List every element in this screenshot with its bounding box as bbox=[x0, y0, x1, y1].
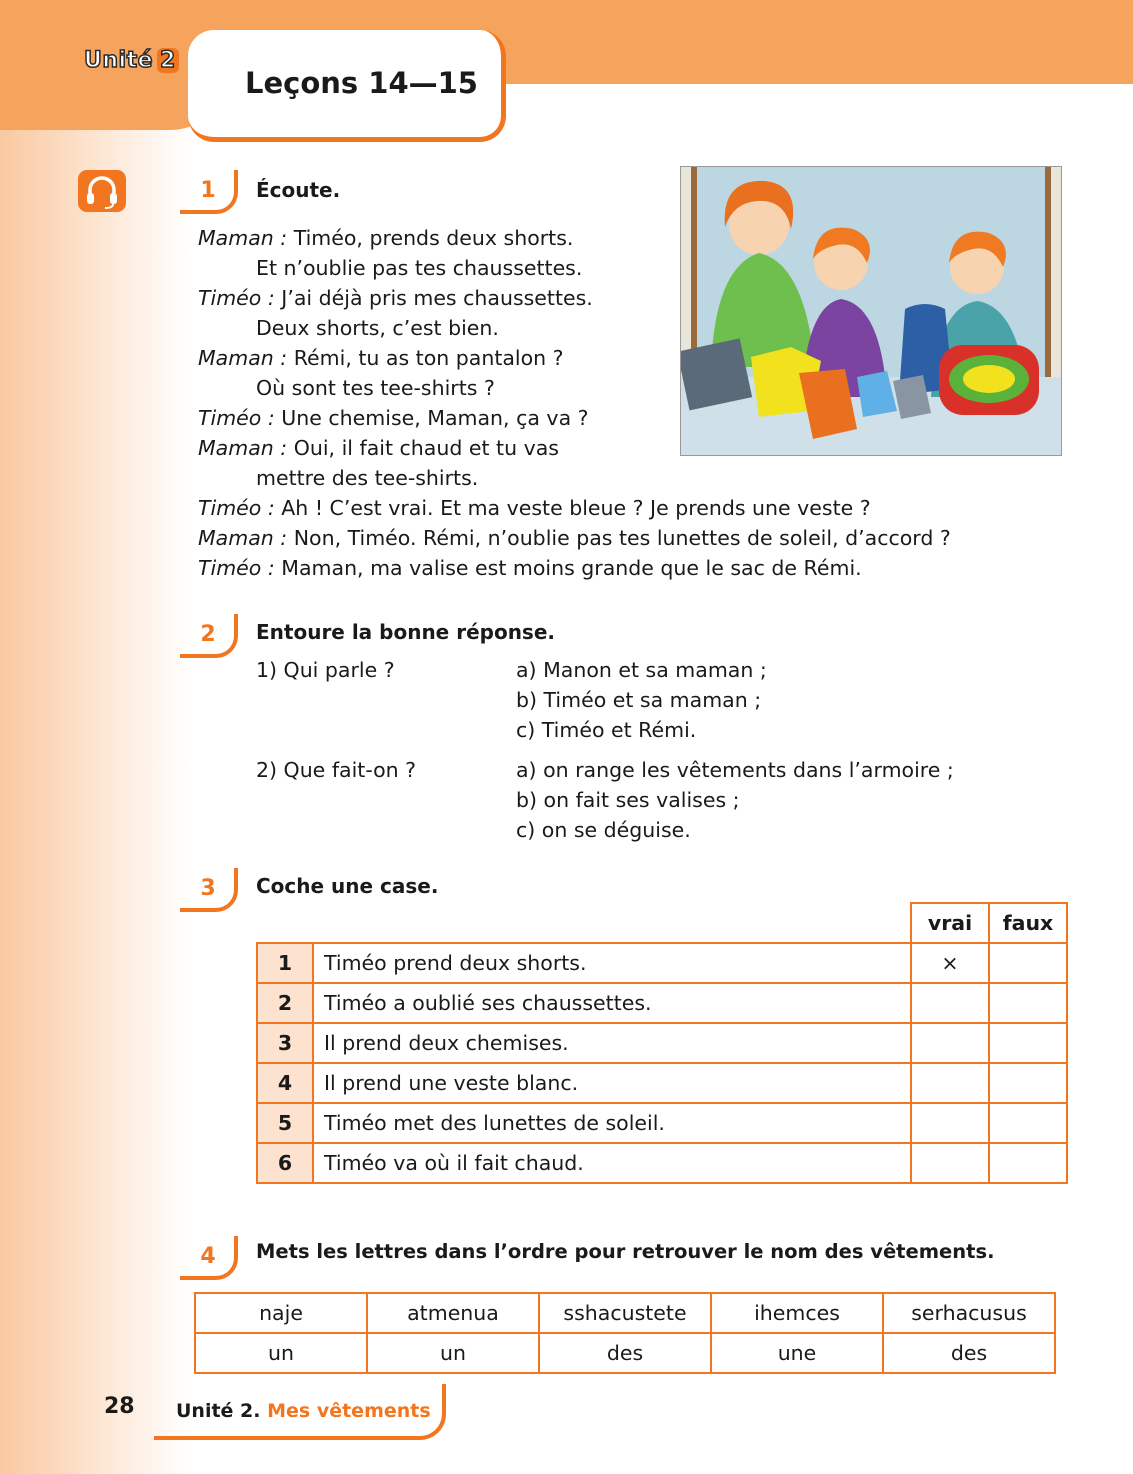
answer-cell[interactable]: des bbox=[883, 1333, 1055, 1373]
checkbox-vrai[interactable] bbox=[911, 983, 989, 1023]
footer-unit-label: Unité 2. bbox=[176, 1400, 268, 1422]
answer-option[interactable]: c) Timéo et Rémi. bbox=[516, 718, 697, 742]
question-1: 1) Qui parle ? bbox=[256, 658, 395, 682]
scrambled-word: atmenua bbox=[367, 1293, 539, 1333]
table-row bbox=[257, 943, 1067, 983]
exercise-4-number: 4 bbox=[180, 1236, 238, 1280]
statement: Timéo prend deux shorts. bbox=[313, 943, 911, 983]
word-table bbox=[194, 1292, 1056, 1374]
row-number: 2 bbox=[257, 983, 313, 1023]
scrambled-row bbox=[195, 1293, 1055, 1333]
scrambled-word: naje bbox=[195, 1293, 367, 1333]
answer-option[interactable]: a) Manon et sa maman ; bbox=[516, 658, 767, 682]
table-header-row bbox=[257, 903, 1067, 943]
row-number: 1 bbox=[257, 943, 313, 983]
scrambled-word: sshacustete bbox=[539, 1293, 711, 1333]
row-number: 6 bbox=[257, 1143, 313, 1183]
dialogue-line: Maman : Timéo, prends deux shorts. bbox=[198, 226, 574, 250]
exercise-3-number: 3 bbox=[180, 868, 238, 912]
answer-option[interactable]: b) on fait ses valises ; bbox=[516, 788, 740, 812]
checkbox-vrai[interactable] bbox=[911, 1103, 989, 1143]
unit-label: Unité bbox=[84, 48, 154, 73]
lessons-title: Leçons 14—15 bbox=[245, 66, 478, 100]
answer-cell[interactable]: un bbox=[367, 1333, 539, 1373]
checkbox-vrai[interactable] bbox=[911, 1023, 989, 1063]
checkbox-vrai[interactable] bbox=[911, 1143, 989, 1183]
checkbox-vrai[interactable] bbox=[911, 1063, 989, 1103]
unit-badge bbox=[84, 48, 184, 78]
table-row bbox=[257, 1103, 1067, 1143]
page-number: 28 bbox=[104, 1394, 135, 1419]
table-row bbox=[257, 1063, 1067, 1103]
exercise-1-number: 1 bbox=[180, 170, 238, 214]
dialogue-line: Maman : Oui, il fait chaud et tu vas bbox=[198, 436, 559, 460]
table-row bbox=[257, 1023, 1067, 1063]
answer-cell[interactable]: une bbox=[711, 1333, 883, 1373]
headphones-icon bbox=[78, 170, 126, 212]
checkbox-faux[interactable] bbox=[989, 943, 1067, 983]
true-false-table bbox=[256, 902, 1068, 1184]
exercise-2-number: 2 bbox=[180, 614, 238, 658]
answer-cell[interactable]: des bbox=[539, 1333, 711, 1373]
statement: Timéo met des lunettes de soleil. bbox=[313, 1103, 911, 1143]
dialogue-line: Maman : Non, Timéo. Rémi, n’oublie pas tes lunettes de soleil, d’accord ? bbox=[198, 526, 951, 550]
answer-cell[interactable]: un bbox=[195, 1333, 367, 1373]
dialogue-line: Timéo : J’ai déjà pris mes chaussettes. bbox=[198, 286, 593, 310]
statement: Timéo a oublié ses chaussettes. bbox=[313, 983, 911, 1023]
answer-option[interactable]: b) Timéo et sa maman ; bbox=[516, 688, 762, 712]
checkbox-faux[interactable] bbox=[989, 1103, 1067, 1143]
question-2: 2) Que fait-on ? bbox=[256, 758, 417, 782]
statement: Il prend une veste blanc. bbox=[313, 1063, 911, 1103]
table-row bbox=[257, 983, 1067, 1023]
col-faux: faux bbox=[989, 903, 1067, 943]
left-gradient-band bbox=[0, 0, 190, 1474]
answer-option[interactable]: a) on range les vêtements dans l’armoire ; bbox=[516, 758, 954, 782]
checkbox-faux[interactable] bbox=[989, 1023, 1067, 1063]
footer-unit-title bbox=[176, 1400, 431, 1422]
checkbox-vrai[interactable]: × bbox=[911, 943, 989, 983]
answer-option[interactable]: c) on se déguise. bbox=[516, 818, 691, 842]
dialogue-line: Timéo : Une chemise, Maman, ça va ? bbox=[198, 406, 589, 430]
checkbox-faux[interactable] bbox=[989, 1063, 1067, 1103]
exercise-3-title: Coche une case. bbox=[256, 874, 439, 898]
dialogue-line: Et n’oublie pas tes chaussettes. bbox=[256, 256, 583, 280]
exercise-1-title: Écoute. bbox=[256, 178, 341, 202]
row-number: 4 bbox=[257, 1063, 313, 1103]
illustration-family-packing bbox=[680, 166, 1062, 456]
dialogue-line: Où sont tes tee-shirts ? bbox=[256, 376, 495, 400]
checkbox-faux[interactable] bbox=[989, 1143, 1067, 1183]
table-row bbox=[257, 1143, 1067, 1183]
exercise-4-title: Mets les lettres dans l’ordre pour retrouver le nom des vêtements. bbox=[256, 1240, 995, 1263]
exercise-2-title: Entoure la bonne réponse. bbox=[256, 620, 555, 644]
dialogue-line: Deux shorts, c’est bien. bbox=[256, 316, 499, 340]
unit-number: 2 bbox=[157, 48, 179, 73]
answer-row bbox=[195, 1333, 1055, 1373]
col-vrai: vrai bbox=[911, 903, 989, 943]
scrambled-word: serhacusus bbox=[883, 1293, 1055, 1333]
dialogue-line: Timéo : Ah ! C’est vrai. Et ma veste bleue ? Je prends une veste ? bbox=[198, 496, 871, 520]
dialogue-line: mettre des tee-shirts. bbox=[256, 466, 479, 490]
checkbox-faux[interactable] bbox=[989, 983, 1067, 1023]
scrambled-word: ihemces bbox=[711, 1293, 883, 1333]
footer-unit-theme: Mes vêtements bbox=[267, 1400, 431, 1422]
row-number: 5 bbox=[257, 1103, 313, 1143]
dialogue-line: Maman : Rémi, tu as ton pantalon ? bbox=[198, 346, 564, 370]
statement: Il prend deux chemises. bbox=[313, 1023, 911, 1063]
dialogue-line: Timéo : Maman, ma valise est moins grande que le sac de Rémi. bbox=[198, 556, 862, 580]
row-number: 3 bbox=[257, 1023, 313, 1063]
statement: Timéo va où il fait chaud. bbox=[313, 1143, 911, 1183]
